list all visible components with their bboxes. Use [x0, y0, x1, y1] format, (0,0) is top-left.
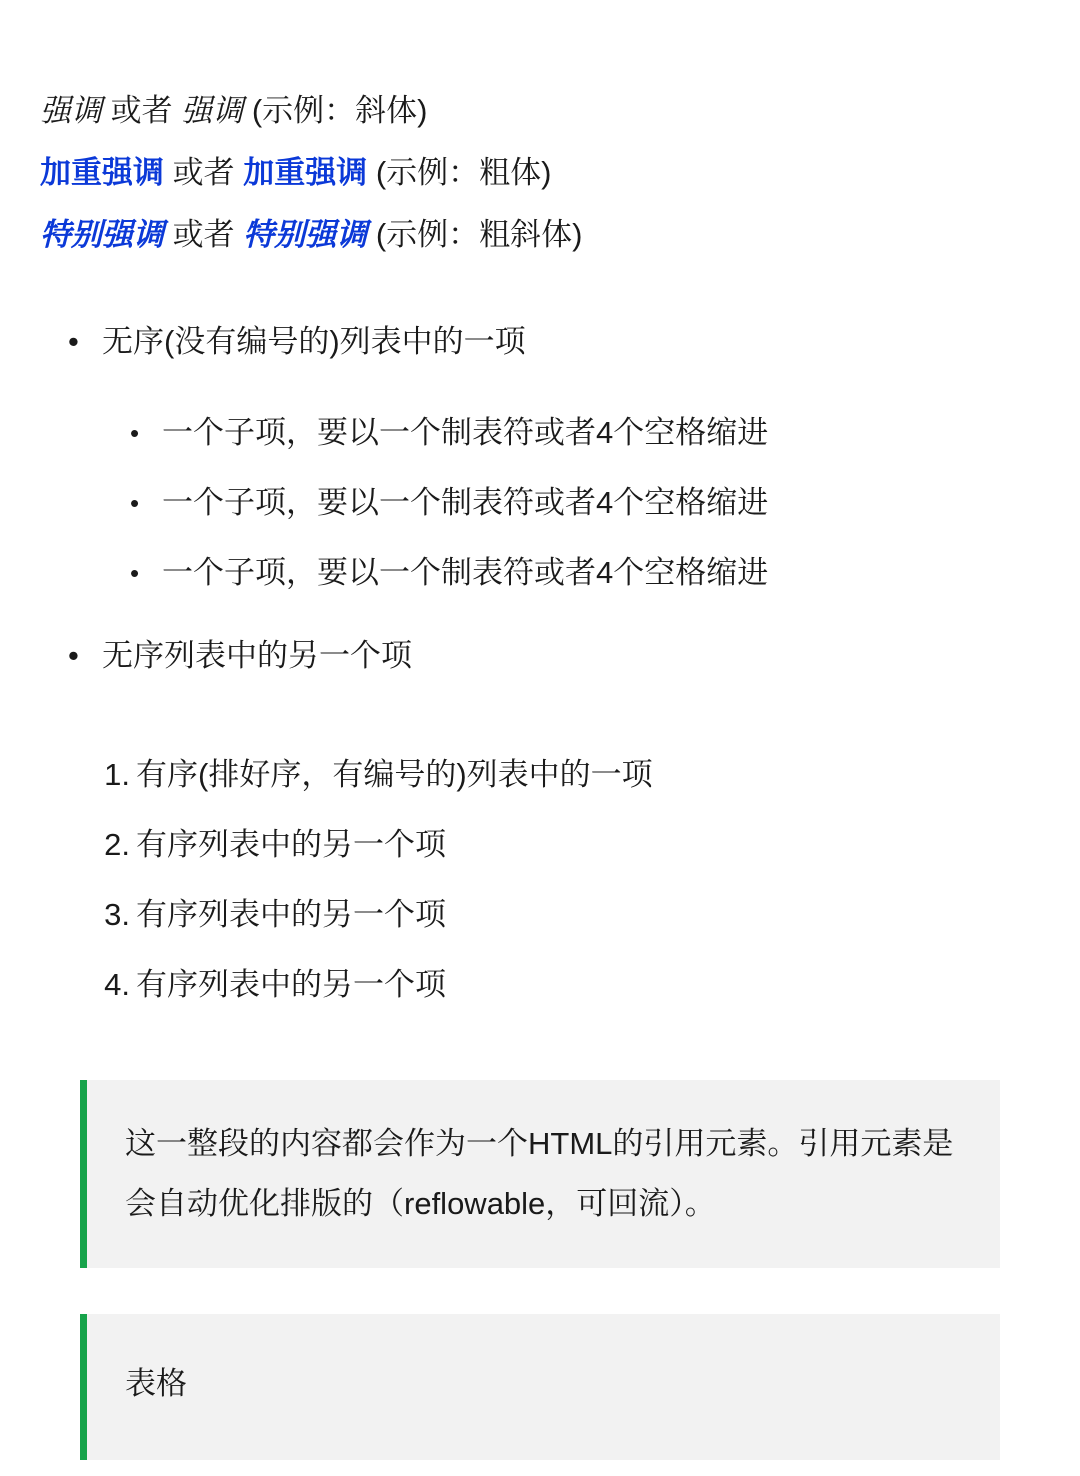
list-item [68, 622, 1040, 690]
list-item-label: 有序(排好序，有编号的)列表中的一项 [136, 757, 653, 792]
list-item [136, 950, 1040, 1020]
list-item [136, 880, 1040, 950]
bullet-icon: • [130, 558, 140, 588]
list-item [130, 538, 1040, 608]
separator-3: 或者 [164, 217, 244, 252]
separator-2: 或者 [164, 155, 244, 190]
list-item-label: 有序列表中的另一个项 [136, 827, 446, 862]
list-item-label: 一个子项，要以一个制表符或者4个空格缩进 [162, 415, 769, 450]
italic-sample-2: 强调 [181, 93, 244, 128]
list-item-label: 有序列表中的另一个项 [136, 967, 446, 1002]
bold-note: (示例：粗体) [367, 155, 552, 190]
bold-italic-sample-1: 特别强调 [40, 217, 164, 252]
emphasis-line-bold [40, 142, 1040, 204]
list-item [130, 398, 1040, 468]
bullet-icon: • [130, 488, 140, 518]
list-item [136, 740, 1040, 810]
unordered-sublist [102, 398, 1040, 608]
emphasis-line-italic [40, 80, 1040, 142]
separator-1: 或者 [102, 93, 182, 128]
blockquote-paragraph [80, 1080, 1000, 1268]
blockquote-table-text: 表格 [125, 1366, 187, 1401]
bold-italic-sample-2: 特别强调 [243, 217, 368, 252]
italic-sample-1: 强调 [40, 93, 102, 128]
list-item-label: 无序(没有编号的)列表中的一项 [102, 324, 526, 359]
list-item-label: 一个子项，要以一个制表符或者4个空格缩进 [162, 555, 769, 590]
ordered-list [40, 740, 1040, 1020]
list-item [136, 810, 1040, 880]
list-item-label: 无序列表中的另一个项 [102, 638, 412, 673]
emphasis-samples [40, 80, 1040, 266]
bullet-icon: • [68, 638, 79, 673]
ordered-list-section [40, 740, 1040, 1020]
bullet-icon: • [130, 418, 140, 448]
bullet-icon: • [68, 324, 79, 359]
list-item [130, 468, 1040, 538]
bold-sample-1: 加重强调 [40, 155, 164, 190]
list-item [68, 308, 1040, 608]
list-item-label: 有序列表中的另一个项 [136, 897, 446, 932]
list-item-label: 一个子项，要以一个制表符或者4个空格缩进 [162, 485, 769, 520]
bold-italic-note: (示例：粗斜体) [367, 217, 583, 252]
emphasis-line-bold-italic [40, 204, 1040, 266]
unordered-list-section [40, 308, 1040, 690]
blockquote-text: 这一整段的内容都会作为一个HTML的引用元素。引用元素是会自动优化排版的（reflowable，可回流）。 [125, 1126, 954, 1221]
blockquote-table [80, 1314, 1000, 1460]
bold-sample-2: 加重强调 [243, 155, 368, 190]
italic-note: (示例：斜体) [243, 93, 428, 128]
unordered-list [40, 308, 1040, 690]
